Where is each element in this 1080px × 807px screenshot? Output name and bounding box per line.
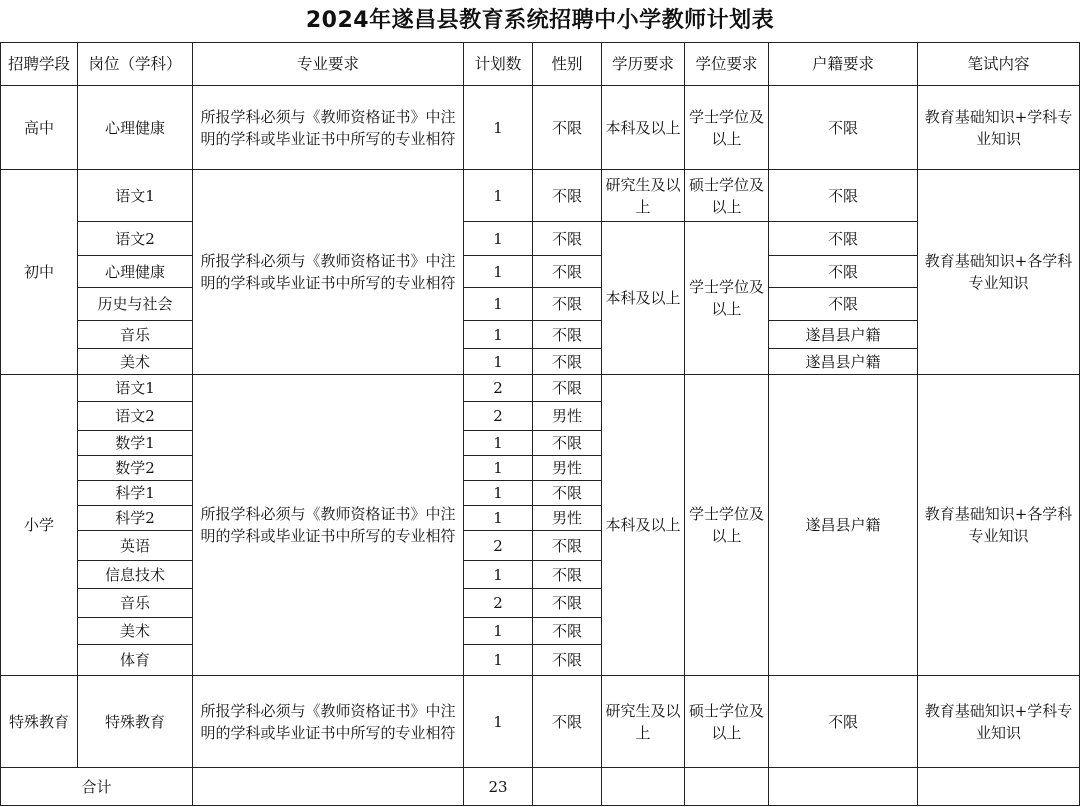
- hukou-cell: 不限: [769, 86, 918, 170]
- education-cell: 本科及以上: [602, 86, 685, 170]
- gender-cell: 不限: [533, 589, 602, 618]
- degree-cell: 学士学位及以上: [685, 86, 769, 170]
- count-cell: 1: [464, 222, 533, 256]
- post-cell: 心理健康: [78, 256, 193, 288]
- total-row: [1, 768, 1080, 806]
- gender-cell: 不限: [533, 86, 602, 170]
- gender-cell: 不限: [533, 256, 602, 288]
- hukou-cell: 遂昌县户籍: [769, 349, 918, 375]
- count-cell: 1: [464, 506, 533, 531]
- post-cell: 音乐: [78, 589, 193, 618]
- count-cell: 1: [464, 288, 533, 321]
- table-row: [1, 676, 1080, 768]
- gender-cell: 不限: [533, 531, 602, 561]
- post-cell: 特殊教育: [78, 676, 193, 768]
- education-cell: 研究生及以上: [602, 676, 685, 768]
- exam-cell: 教育基础知识+学科专业知识: [918, 86, 1080, 170]
- recruitment-plan-table: [0, 42, 1080, 806]
- gender-cell: 不限: [533, 349, 602, 375]
- count-cell: 1: [464, 86, 533, 170]
- gender-cell: 不限: [533, 321, 602, 349]
- exam-cell: 教育基础知识+学科专业知识: [918, 676, 1080, 768]
- table-row: [1, 375, 1080, 402]
- count-cell: 2: [464, 402, 533, 431]
- count-cell: 1: [464, 349, 533, 375]
- count-cell: 1: [464, 256, 533, 288]
- count-cell: 2: [464, 531, 533, 561]
- stage-cell: 小学: [1, 375, 78, 676]
- count-cell: 1: [464, 618, 533, 645]
- stage-cell: 初中: [1, 170, 78, 375]
- post-cell: 美术: [78, 618, 193, 645]
- education-cell: 研究生及以上: [602, 170, 685, 222]
- count-cell: 1: [464, 645, 533, 676]
- table-row: [1, 170, 1080, 222]
- major-requirement-cell: 所报学科必须与《教师资格证书》中注明的学科或毕业证书中所写的专业相符: [193, 375, 464, 676]
- education-cell: 本科及以上: [602, 222, 685, 375]
- header-row: [1, 43, 1080, 86]
- count-cell: 1: [464, 676, 533, 768]
- hukou-cell: 不限: [769, 676, 918, 768]
- stage-cell: 高中: [1, 86, 78, 170]
- count-cell: 1: [464, 561, 533, 589]
- post-cell: 科学1: [78, 481, 193, 506]
- count-cell: 1: [464, 321, 533, 349]
- major-requirement-cell: 所报学科必须与《教师资格证书》中注明的学科或毕业证书中所写的专业相符: [193, 170, 464, 375]
- post-cell: 数学1: [78, 431, 193, 456]
- header-cell: 户籍要求: [769, 43, 918, 86]
- empty-cell: [769, 768, 918, 806]
- count-cell: 1: [464, 170, 533, 222]
- count-cell: 1: [464, 456, 533, 481]
- degree-cell: 学士学位及以上: [685, 375, 769, 676]
- page-title: 2024年遂昌县教育系统招聘中小学教师计划表: [305, 8, 775, 33]
- gender-cell: 男性: [533, 506, 602, 531]
- gender-cell: 不限: [533, 222, 602, 256]
- degree-cell: 硕士学位及以上: [685, 676, 769, 768]
- hukou-cell: 不限: [769, 256, 918, 288]
- gender-cell: 不限: [533, 645, 602, 676]
- post-cell: 科学2: [78, 506, 193, 531]
- post-cell: 数学2: [78, 456, 193, 481]
- post-cell: 语文1: [78, 375, 193, 402]
- gender-cell: 男性: [533, 456, 602, 481]
- stage-cell: 特殊教育: [1, 676, 78, 768]
- table-row: [1, 86, 1080, 170]
- header-cell: 学历要求: [602, 43, 685, 86]
- empty-cell: [918, 768, 1080, 806]
- exam-cell: 教育基础知识+各学科专业知识: [918, 170, 1080, 375]
- header-cell: 计划数: [464, 43, 533, 86]
- header-cell: 专业要求: [193, 43, 464, 86]
- empty-cell: [533, 768, 602, 806]
- gender-cell: 不限: [533, 481, 602, 506]
- header-cell: 岗位（学科）: [78, 43, 193, 86]
- total-count: 23: [464, 768, 533, 806]
- header-cell: 学位要求: [685, 43, 769, 86]
- degree-cell: 硕士学位及以上: [685, 170, 769, 222]
- gender-cell: 男性: [533, 402, 602, 431]
- post-cell: 信息技术: [78, 561, 193, 589]
- header-cell: 性别: [533, 43, 602, 86]
- gender-cell: 不限: [533, 561, 602, 589]
- gender-cell: 不限: [533, 170, 602, 222]
- post-cell: 美术: [78, 349, 193, 375]
- count-cell: 2: [464, 375, 533, 402]
- hukou-cell: 不限: [769, 222, 918, 256]
- count-cell: 2: [464, 589, 533, 618]
- education-cell: 本科及以上: [602, 375, 685, 676]
- post-cell: 历史与社会: [78, 288, 193, 321]
- major-requirement-cell: 所报学科必须与《教师资格证书》中注明的学科或毕业证书中所写的专业相符: [193, 676, 464, 768]
- gender-cell: 不限: [533, 676, 602, 768]
- post-cell: 体育: [78, 645, 193, 676]
- post-cell: 语文2: [78, 222, 193, 256]
- total-label: 合计: [1, 768, 193, 806]
- hukou-cell: 遂昌县户籍: [769, 321, 918, 349]
- gender-cell: 不限: [533, 375, 602, 402]
- count-cell: 1: [464, 431, 533, 456]
- post-cell: 英语: [78, 531, 193, 561]
- header-cell: 招聘学段: [1, 43, 78, 86]
- gender-cell: 不限: [533, 431, 602, 456]
- hukou-cell: 不限: [769, 170, 918, 222]
- exam-cell: 教育基础知识+各学科专业知识: [918, 375, 1080, 676]
- post-cell: 音乐: [78, 321, 193, 349]
- major-requirement-cell: 所报学科必须与《教师资格证书》中注明的学科或毕业证书中所写的专业相符: [193, 86, 464, 170]
- gender-cell: 不限: [533, 618, 602, 645]
- empty-cell: [685, 768, 769, 806]
- count-cell: 1: [464, 481, 533, 506]
- post-cell: 语文1: [78, 170, 193, 222]
- header-cell: 笔试内容: [918, 43, 1080, 86]
- post-cell: 语文2: [78, 402, 193, 431]
- hukou-cell: 遂昌县户籍: [769, 375, 918, 676]
- empty-cell: [602, 768, 685, 806]
- empty-cell: [193, 768, 464, 806]
- post-cell: 心理健康: [78, 86, 193, 170]
- hukou-cell: 不限: [769, 288, 918, 321]
- gender-cell: 不限: [533, 288, 602, 321]
- degree-cell: 学士学位及以上: [685, 222, 769, 375]
